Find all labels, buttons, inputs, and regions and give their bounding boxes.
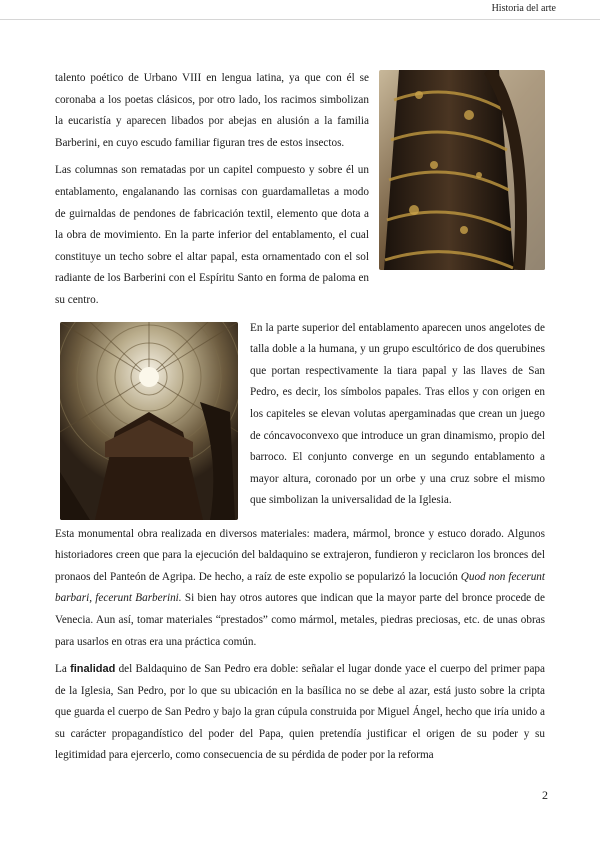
paragraph-4-end: Si bien hay otros autores que indican que la mayor parte del bronce procede de Venecia. Aun así, tomar materiales “prestados” como mármol, metales, piedras preciosas, etc. de unas obras para usarlos en otras era una práctica común. bbox=[55, 592, 545, 648]
paragraph-3: En la parte superior del entablamento aparecen unos angelotes de talla doble a la humana, y un grupo escultórico de dos querubines que portan respectivamente la tiara papal y las llaves de San Pedro, es decir, los símbolos papales. Tras ellos y con origen en los capiteles se elevan volutas apergaminadas que crean un juego de cóncavoconvexo que introduce un gran dinamismo, propio del barroco. El conjunto converge en un segundo entablamento a mayor altura, coronado por un orbe y una cruz sobre el mismo que simbolizan la universalidad de la Iglesia. bbox=[250, 321, 545, 507]
finalidad-keyword: finalidad bbox=[70, 663, 116, 676]
page-body bbox=[55, 68, 545, 773]
column-detail-photo bbox=[379, 70, 545, 270]
running-header: Historia del arte bbox=[491, 3, 556, 14]
paragraph-5-end: del Baldaquino de San Pedro era doble: señalar el lugar donde yace el cuerpo del primer papa de la Iglesia, San Pedro, por lo que su ubicación en la basílica no se debe al azar, está justo sobre la cripta que guarda el cuerpo de San Pedro y bajo la gran cúpula construida por Miguel Ángel, hecho que iría unido a su carácter propagandístico del poder del Papa, quien pretendía justificar el origen de su poder y su legitimidad para ejercerlo, como consecuencia de su pérdida de poder por la reforma bbox=[55, 663, 545, 762]
paragraph-4 bbox=[55, 524, 545, 654]
paragraph-5-start: La bbox=[55, 663, 71, 676]
paragraph-2: Las columnas son rematadas por un capitel compuesto y sobre él un entablamento, engalanando las cornisas con guardamalletas a modo de guirnaldas de pendones de fabricación textil, elemento que dota a la obra de movimiento. En la parte inferior del entablamento, el cual constituye un techo sobre el altar papal, esta ornamentado con el sol radiante de los Barberini con el Espíritu Santo en forma de paloma en su centro. bbox=[55, 164, 369, 306]
page-number: 2 bbox=[542, 788, 548, 802]
paragraph-5 bbox=[55, 659, 545, 767]
header-rule bbox=[0, 19, 600, 20]
paragraph-1: talento poético de Urbano VIII en lengua latina, ya que con él se coronaba a los poetas clásicos, por otro lado, los racimos simbolizan la eucaristía y aparecen libados por abejas en alusión a la familia Barberini, en cuyo escudo familiar figuran tres de estos insectos. bbox=[55, 72, 369, 149]
dome-baldachin-photo bbox=[60, 322, 238, 520]
latin-quote: Quod non fecerunt barbari, fecerunt Barberini. bbox=[55, 570, 545, 605]
paragraph-4-start: Esta monumental obra realizada en diversos materiales: madera, mármol, bronce y estuco dorado. Algunos historiadores creen que para la ejecución del baldaquino se extrajeron, fundieron y reciclaron los bronces del pronaos del Panteón de Agripa. De hecho, a raíz de este expolio se popularizó la locución bbox=[55, 527, 545, 583]
